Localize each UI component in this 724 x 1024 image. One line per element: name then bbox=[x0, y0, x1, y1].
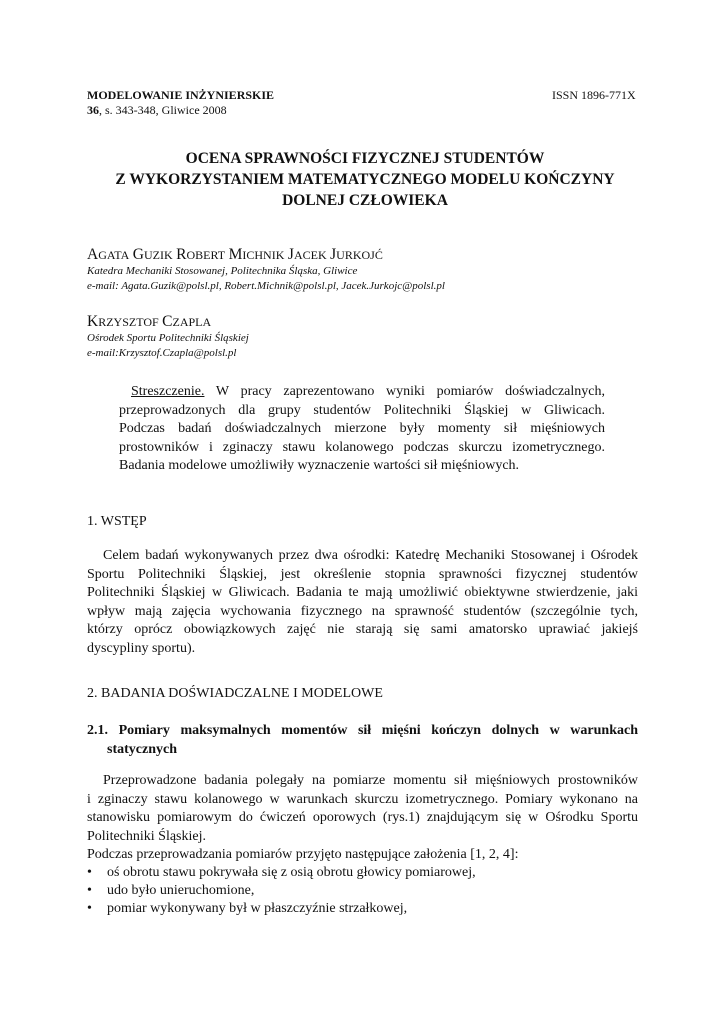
paragraph-line: Celem badań wykonywanych przez dwa ośrodki: Katedrę Mechaniki Stosowanej i Ośrodek bbox=[103, 548, 638, 563]
subsection-heading-line: 2.1. Pomiary maksymalnych momentów sił mięśni kończyn dolnych w warunkach bbox=[87, 723, 638, 738]
abstract-line: Podczas badań doświadczalnych mierzone były momenty sił mięśniowych bbox=[119, 421, 605, 437]
paragraph-line: Politechniki Śląskiej. bbox=[87, 828, 206, 844]
pages-place-year: , s. 343-348, Gliwice 2008 bbox=[99, 103, 227, 117]
author-name: KRZYSZTOF CZAPLA bbox=[87, 313, 212, 330]
list-item-text: udo było unieruchomione, bbox=[107, 883, 255, 898]
author-list-1 bbox=[87, 246, 383, 265]
paragraph-line: Politechniki Śląskiej w Gliwicach. Badania te mają umożliwić obiektywne stwierdzenie, jaki bbox=[87, 585, 638, 601]
bullet-icon: • bbox=[87, 901, 92, 916]
paragraph-line: stanowisku pomiarowym do ćwiczeń oporowych (rys.1) znajdującym się w Ośrodku Sportu bbox=[87, 810, 638, 826]
section-1-paragraph bbox=[87, 547, 638, 659]
author-name: ROBERT MICHNIK bbox=[176, 246, 285, 263]
author-name: JACEK JURKOJĆ bbox=[287, 246, 383, 263]
abstract-line: Streszczenie. W pracy zaprezentowano wyniki pomiarów doświadczalnych, bbox=[131, 384, 605, 399]
paragraph-line: Przeprowadzone badania polegały na pomiarze momentu sił mięśniowych prostowników bbox=[103, 773, 638, 788]
abstract-line: prostowników i zginaczy stawu kolanowego podczas skurczu izometrycznego. bbox=[119, 439, 605, 455]
author-list-2 bbox=[87, 313, 211, 332]
paper-title bbox=[80, 148, 650, 211]
email-2: e-mail:Krzysztof.Czapla@polsl.pl bbox=[87, 347, 237, 359]
section-2-paragraph bbox=[87, 772, 638, 865]
list-item-text: oś obrotu stawu pokrywała się z osią obrotu głowicy pomiarowej, bbox=[107, 865, 476, 880]
bullet-icon: • bbox=[87, 883, 92, 898]
subsection-heading-line: statycznych bbox=[107, 741, 177, 757]
paragraph-line: wpływ mają zajęcia wychowania fizycznego na sprawność studentów (szczególnie tych, bbox=[87, 603, 638, 619]
assumptions-intro: Podczas przeprowadzania pomiarów przyjęto następujące założenia [1, 2, 4]: bbox=[87, 847, 519, 863]
abstract-line: Badania modelowe umożliwiły wyznaczenie wartości sił mięśniowych. bbox=[119, 458, 520, 474]
issn: ISSN 1896-771X bbox=[552, 88, 636, 102]
title-line-3: DOLNEJ CZŁOWIEKA bbox=[282, 192, 448, 209]
affiliation-1: Katedra Mechaniki Stosowanej, Politechnika Śląska, Gliwice bbox=[87, 265, 358, 277]
section-heading-2: 2. BADANIA DOŚWIADCZALNE I MODELOWE bbox=[87, 686, 383, 701]
section-heading-1: 1. WSTĘP bbox=[87, 514, 147, 529]
paragraph-line: i zginaczy stawu kolanowego w warunkach skurczu izometrycznego. Pomiary wykonano na bbox=[87, 791, 638, 807]
email-1: e-mail: Agata.Guzik@polsl.pl, Robert.Michnik@polsl.pl, Jacek.Jurkojc@polsl.pl bbox=[87, 280, 445, 292]
bullet-icon: • bbox=[87, 865, 92, 880]
author-name: AGATA GUZIK bbox=[87, 246, 173, 263]
list-item-text: pomiar wykonywany był w płaszczyźnie strzałkowej, bbox=[107, 901, 408, 916]
volume-number: 36 bbox=[87, 103, 99, 117]
paragraph-line: dyscypliny sportu). bbox=[87, 640, 196, 656]
journal-name: MODELOWANIE INŻYNIERSKIE bbox=[87, 88, 275, 102]
subsection-heading-2-1 bbox=[87, 722, 638, 759]
paragraph-line: którzy oprócz obowiązkowych zajęć nie starają się sami amatorsko uprawiać jakiejś bbox=[87, 622, 638, 638]
abstract bbox=[119, 383, 605, 476]
abstract-line: przeprowadzonych dla grupy studentów Politechniki Śląskiej w Gliwicach. bbox=[119, 402, 605, 418]
paragraph-line: Sportu Politechniki Śląskiej, jest określenie stopnia sprawności fizycznej studentów bbox=[87, 566, 638, 582]
abstract-label: Streszczenie. bbox=[131, 384, 205, 399]
affiliation-2: Ośrodek Sportu Politechniki Śląskiej bbox=[87, 332, 249, 344]
volume-info bbox=[87, 101, 227, 119]
title-line-1: OCENA SPRAWNOŚCI FIZYCZNEJ STUDENTÓW bbox=[185, 150, 545, 167]
title-line-2: Z WYKORZYSTANIEM MATEMATYCZNEGO MODELU KOŃCZYNY bbox=[115, 171, 615, 188]
